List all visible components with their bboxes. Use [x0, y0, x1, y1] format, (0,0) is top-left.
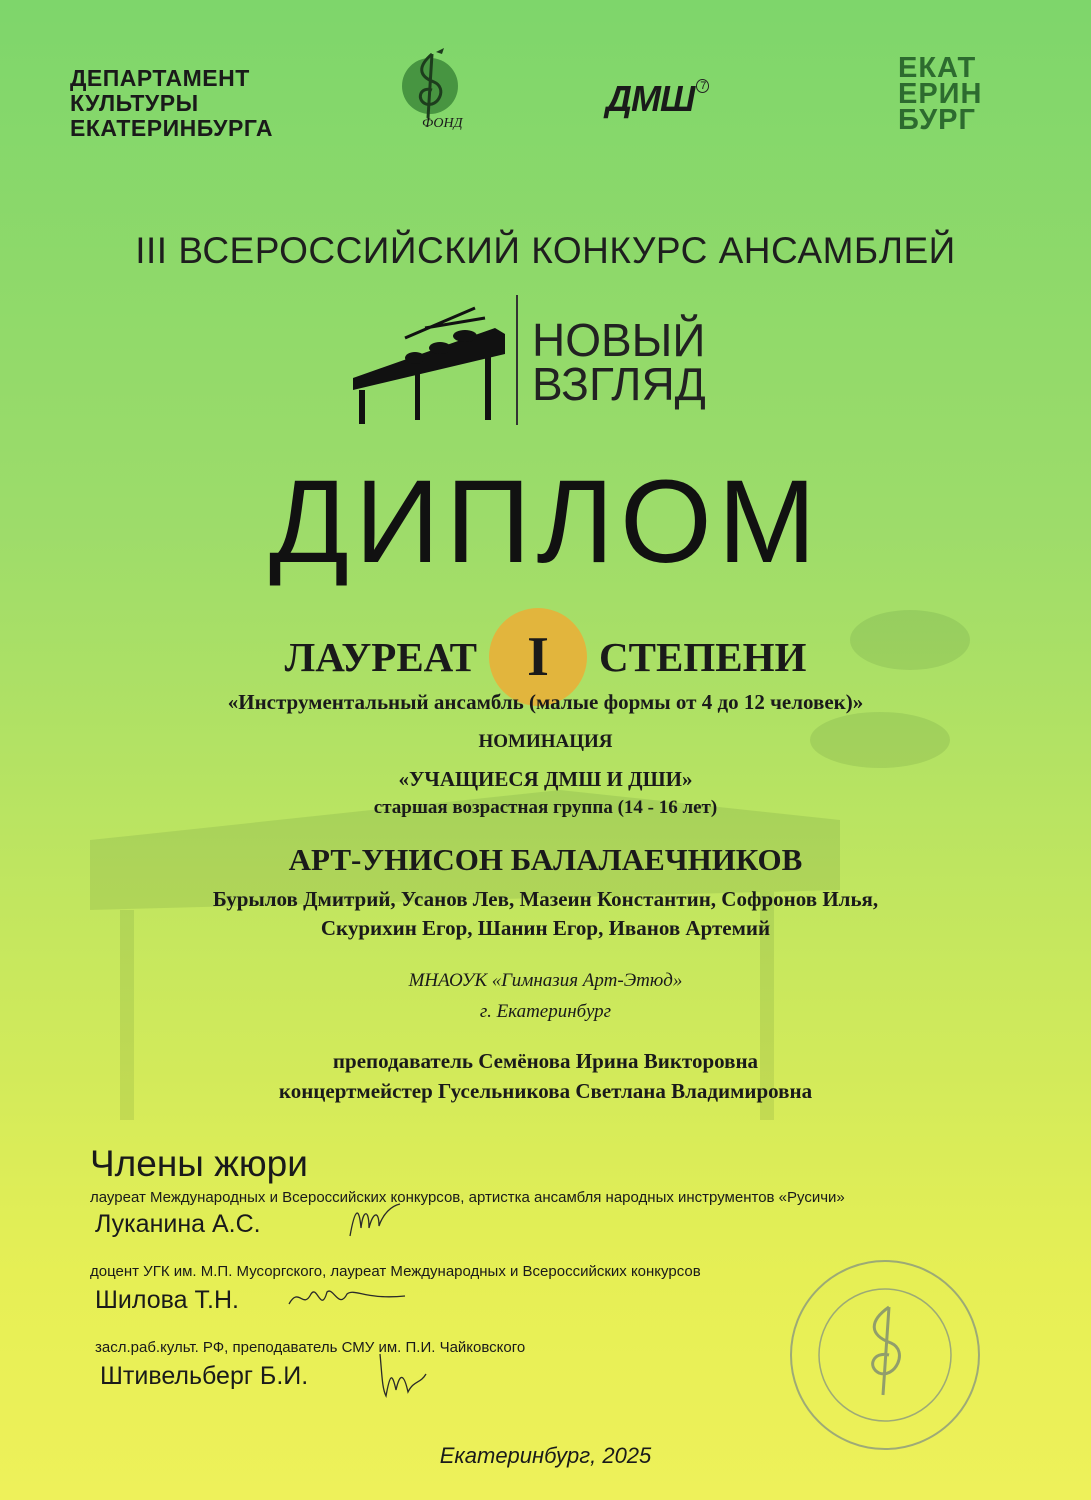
jury-member-1-signature [345, 1198, 405, 1243]
jury-member-3-signature [370, 1344, 440, 1404]
jury-member-3-name: Штивельберг Б.И. [100, 1362, 309, 1390]
jury-member-3-desc: засл.раб.культ. РФ, преподаватель СМУ им. П.И. Чайковского [95, 1339, 526, 1356]
members-line-2: Скурихин Егор, Шанин Егор, Иванов Артемий [320, 916, 771, 940]
school-city: г. Екатеринбург [479, 1001, 612, 1022]
fund-logo [388, 46, 468, 136]
footer-place-year: Екатеринбург, 2025 [439, 1443, 652, 1468]
contest-title: III ВСЕРОССИЙСКИЙ КОНКУРС АНСАМБЛЕЙ [135, 230, 956, 271]
department-line-1: ДЕПАРТАМЕНТ [70, 65, 250, 91]
department-line-2: КУЛЬТУРЫ [70, 90, 199, 116]
jury-member-2-signature [285, 1280, 415, 1320]
contest-name-line-2: ВЗГЛЯД [532, 358, 706, 410]
piano-instruments-icon [345, 298, 510, 428]
dmsh-logo-text: ДМШ [606, 78, 695, 119]
jury-title: Члены жюри [90, 1143, 308, 1184]
age-group-text: старшая возрастная группа (14 - 16 лет) [373, 797, 718, 818]
ekaterinburg-city-logo [898, 52, 983, 136]
dmsh-logo-mark: 7 [696, 79, 709, 93]
members-line-1: Бурылов Дмитрий, Усанов Лев, Мазеин Константин, Софронов Илья, [212, 887, 879, 911]
city-logo-line-3: БУРГ [898, 104, 976, 136]
city-logo-line-2: ЕРИН [898, 78, 983, 110]
diploma-title: ДИПЛОМ [268, 456, 823, 588]
category-text: «Инструментальный ансамбль (малые формы от 4 до 12 человек)» [227, 690, 864, 714]
department-logo [70, 66, 273, 141]
contest-name [532, 314, 706, 410]
official-stamp [785, 1255, 985, 1455]
title-divider [516, 295, 518, 425]
jury-member-2-desc: доцент УГК им. М.П. Мусоргского, лауреат Международных и Всероссийских конкурсов [90, 1263, 701, 1280]
degree-badge: I [489, 608, 587, 706]
school-name: МНАОУК «Гимназия Арт-Этюд» [408, 970, 683, 991]
fund-logo-text: ФОНД [422, 116, 463, 131]
contest-name-line-1: НОВЫЙ [532, 314, 706, 366]
city-logo-line-1: ЕКАТ [898, 52, 977, 84]
ensemble-name: АРТ-УНИСОН БАЛАЛАЕЧНИКОВ [288, 842, 803, 877]
jury-member-1-desc: лауреат Международных и Всероссийских конкурсов, артистка ансамбля народных инструментов «Русичи» [90, 1189, 845, 1206]
nomination-text: «УЧАЩИЕСЯ ДМШ И ДШИ» [398, 767, 693, 791]
award-word-laureate: ЛАУРЕАТ [284, 634, 478, 680]
jury-member-1-name: Луканина А.С. [95, 1210, 261, 1238]
jury-member-2-name: Шилова Т.Н. [95, 1286, 239, 1314]
accompanist-text: концертмейстер Гусельникова Светлана Владимировна [278, 1079, 813, 1103]
teacher-text: преподаватель Семёнова Ирина Викторовна [332, 1049, 759, 1073]
department-line-3: ЕКАТЕРИНБУРГА [70, 115, 274, 141]
award-word-degree: СТЕПЕНИ [599, 634, 807, 680]
nomination-label: НОМИНАЦИЯ [478, 731, 613, 752]
dmsh-logo [606, 78, 709, 120]
